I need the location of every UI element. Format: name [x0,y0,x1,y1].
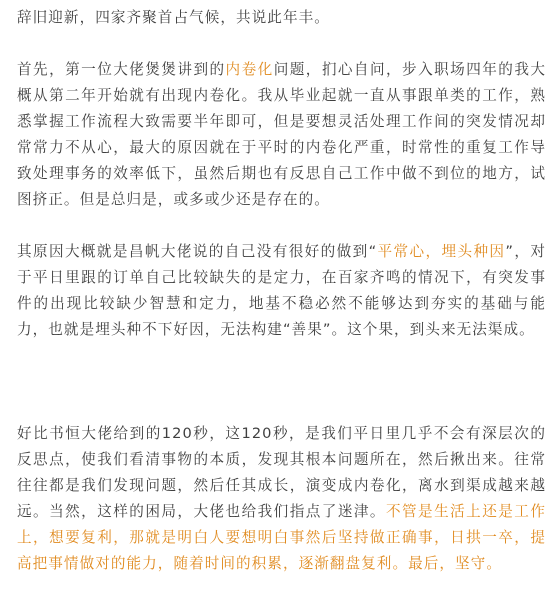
text-segment: 问题，扪心自问，步入职场四年的我大概从第二年开始就有出现内卷化。我从毕业起就一直从事跟单类的工作，熟悉掌握工作流程大致需要半年即可，但是要想灵活处理工作间的突发情况却常常力不从心，最大的原因就在于平时的内卷化严重，时常性的重复工作导致处理事务的效率低下，虽然后期也有反思自己工作中做不到位的地方，试图挤正。但是总归是，或多或少还是存在的。 [17,61,546,208]
paragraph-reflection [17,421,546,577]
text-segment: 辞旧迎新，四家齐聚首占气候，共说此年丰。 [17,9,330,26]
text-segment: 其原因大概就是昌帆大佬说的自己没有很好的做到“ [17,243,378,260]
paragraph-intro [17,5,546,31]
paragraph-cause [17,239,546,343]
text-segment: ”，对于平日里跟的订单自己比较缺失的是定力，在百家齐鸣的情况下，有突发事件的出现比较缺少智慧和定力，地基不稳必然不能够达到夯实的基础与能力，也就是埋头种不下好因，无法构建“善果”。这个果，到头来无法渠成。 [17,243,546,338]
text-segment: 好比书恒大佬给到的120秒，这120秒，是我们平日里几乎不会有深层次的反思点，使我们看清事物的本质，发现其根本问题所在，然后揪出来。往常往往都是我们发现问题，然后任其成长，演变成内卷化，离水到渠成越来越远。当然，这样的困局，大佬也给我们指点了迷津。 [17,425,546,520]
highlighted-conclusion: 不管是生活上还是工作上，想要复利，那就是明白人要想明白事然后坚持做正确事，日拱一卒，提高把事情做对的能力，随着时间的积累，逐渐翻盘复利。最后，坚守。 [17,503,546,572]
highlighted-keyword: 内卷化 [225,61,274,78]
highlighted-keyword: 平常心，埋头种因 [377,243,506,260]
text-segment: 首先，第一位大佬煲煲讲到的 [17,61,226,78]
paragraph-involution [17,57,546,213]
